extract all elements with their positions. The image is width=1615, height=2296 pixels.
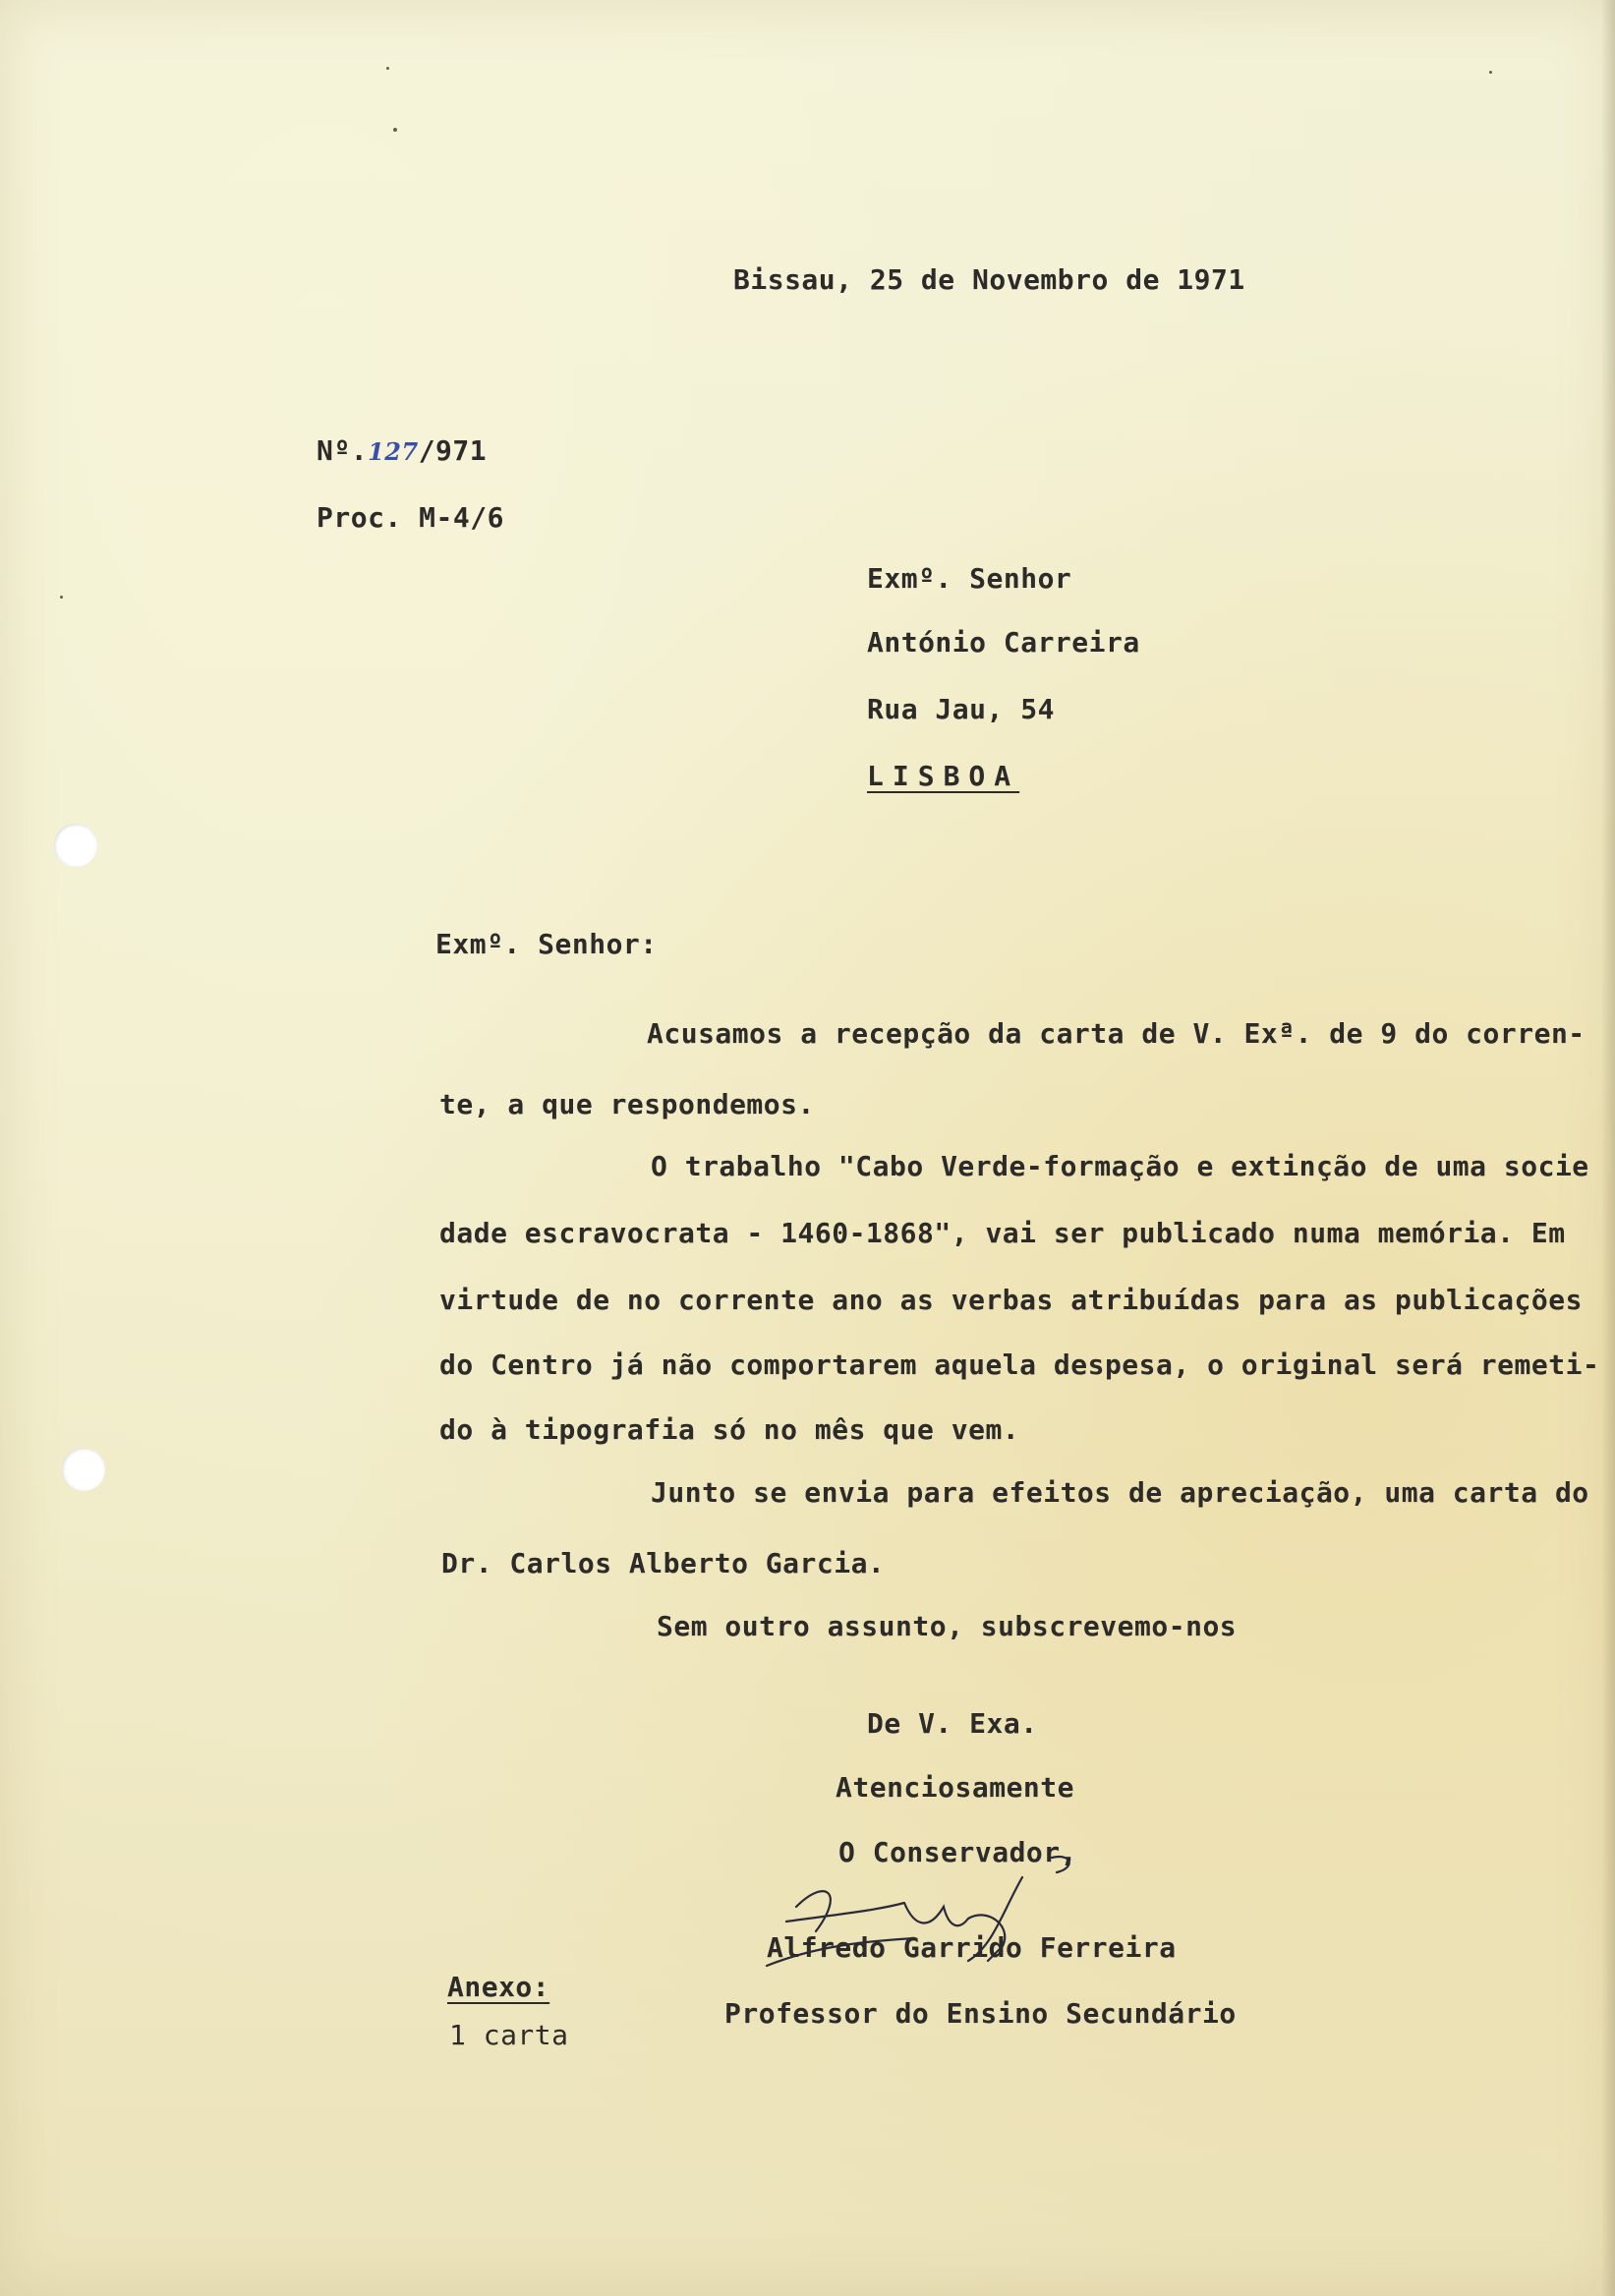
recipient-salutation: Exmº. Senhor — [867, 562, 1072, 595]
closing-line-3: O Conservador, — [838, 1836, 1078, 1868]
place-date: Bissau, 25 de Novembro de 1971 — [733, 263, 1245, 296]
greeting: Exmº. Senhor: — [435, 928, 658, 960]
body-line: do Centro já não comportarem aquela despesa, o original será remeti- — [439, 1349, 1600, 1381]
recipient-city: LISBOA — [867, 760, 1020, 792]
signer-title: Professor do Ensino Secundário — [724, 1997, 1237, 2030]
recipient-street: Rua Jau, 54 — [867, 693, 1055, 725]
reference-number — [317, 434, 487, 467]
body-line: te, a que respondemos. — [439, 1088, 815, 1120]
reference-prefix: Nº. — [317, 434, 369, 467]
paper-speck — [1489, 71, 1492, 74]
signer-name: Alfredo Garrido Ferreira — [767, 1931, 1177, 1964]
closing-line-2: Atenciosamente — [836, 1771, 1075, 1804]
paper-speck — [60, 596, 63, 599]
punch-hole-top — [54, 824, 97, 867]
reference-handwritten-number: 127 — [368, 437, 419, 466]
reference-suffix: /971 — [418, 434, 488, 467]
body-line: Acusamos a recepção da carta de V. Exª. de 9 do corren- — [647, 1017, 1586, 1050]
recipient-name: António Carreira — [867, 626, 1140, 659]
body-line: dade escravocrata - 1460-1868", vai ser publicado numa memória. Em — [439, 1217, 1566, 1249]
annex-content: 1 carta — [449, 2019, 569, 2051]
punch-hole-bottom — [62, 1448, 105, 1491]
body-line: Sem outro assunto, subscrevemo-nos — [657, 1610, 1238, 1642]
body-line: do à tipografia só no mês que vem. — [439, 1413, 1020, 1446]
paper-speck — [386, 67, 389, 70]
paper-speck — [393, 128, 397, 132]
annex-label: Anexo: — [447, 1971, 550, 2003]
page-edge-shadow — [1601, 0, 1615, 2296]
closing-line-1: De V. Exa. — [867, 1707, 1038, 1740]
body-line: virtude de no corrente ano as verbas atribuídas para as publicações — [439, 1284, 1583, 1316]
body-line: O trabalho "Cabo Verde-formação e extinção de uma socie — [651, 1150, 1589, 1182]
body-line: Dr. Carlos Alberto Garcia. — [441, 1547, 886, 1579]
process-number: Proc. M-4/6 — [317, 501, 504, 534]
body-line: Junto se envia para efeitos de apreciação, uma carta do — [651, 1476, 1589, 1509]
